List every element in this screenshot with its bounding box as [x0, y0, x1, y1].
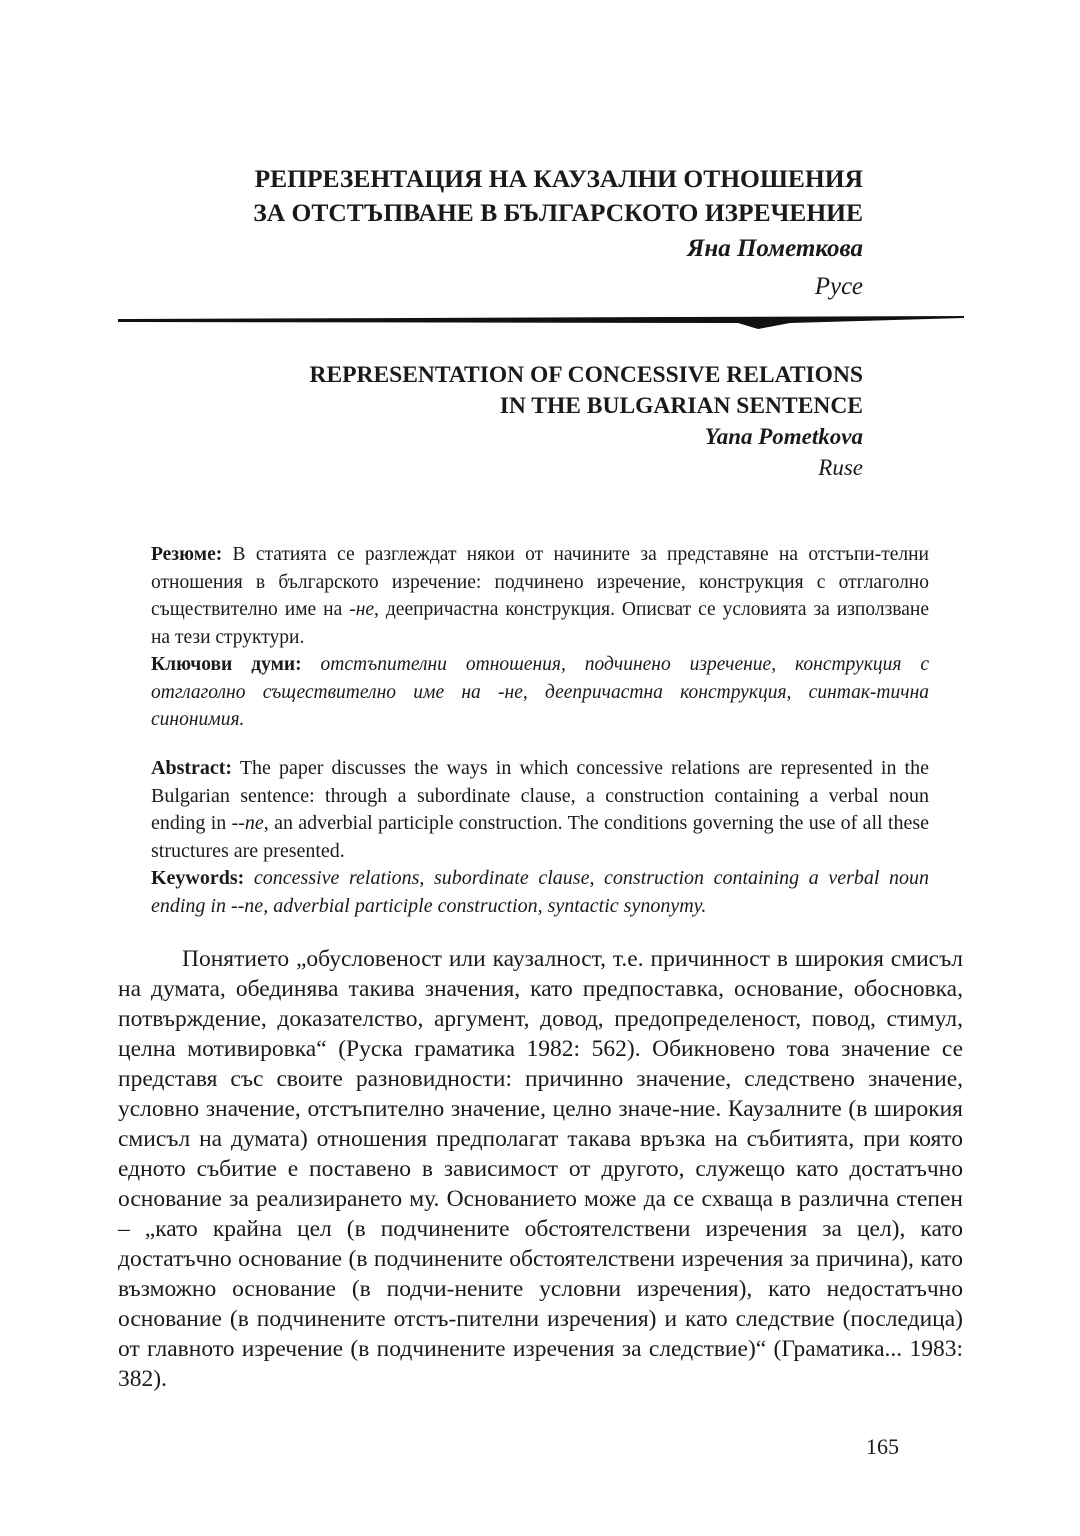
- abstract-en-text: [151, 755, 929, 865]
- abstract-en-text-part1: The paper discusses the ways in which concessive relations are represented in the Bulgarian sentence: through a subordinate clause, a construction containing a verbal noun ending in: [151, 757, 929, 834]
- keywords-en-label: Keywords:: [151, 867, 245, 889]
- title-bg-line-2: ЗА ОТСТЪПВАНЕ В БЪЛГАРСКОТО ИЗРЕЧЕНИЕ: [253, 198, 863, 227]
- title-block-bulgarian: [253, 162, 863, 306]
- abstract-en-text-part2: , an adverbial participle construction. The conditions governing the use of all these structures are presented.: [151, 812, 929, 862]
- page-number: 165: [866, 1434, 899, 1459]
- title-en-line-2: IN THE BULGARIAN SENTENCE: [499, 392, 863, 419]
- abstract-bg-italic-suffix: -не: [349, 599, 375, 620]
- abstract-bg-text: [151, 541, 929, 651]
- abstract-english: [151, 755, 929, 920]
- title-bg-line-1: РЕПРЕЗЕНТАЦИЯ НА КАУЗАЛНИ ОТНОШЕНИЯ: [254, 164, 863, 193]
- keywords-bg: [151, 651, 929, 734]
- place-bg: Русе: [814, 273, 863, 300]
- body-paragraph: Понятието „обусловеност или каузалност, т.е. причинност в широкия смисъл на думата, обединява такива значения, като предпоставка, основание, обосновка, потвърждение, доказателство, аргумент, довод, предопределеност, повод, стимул, целна мотивировка“ (Руска граматика 1982: 562). Обикновено това значение се представя със своите разновидности: причинно значение, следствено значение, условно значение, отстъпително значение, целно значе-ние. Каузалните (в широкия смисъл на думата) отношения предполагат такава връзка на събитията, при която едното събитие е поставено в зависимост от другото, служещо като достатъчно основание за реализирането му. Основанието може да се схваща в различна степен – „като крайна цел (в подчинените обстоятелствени изречения за цел), като достатъчно основание (в подчинените обстоятелствени изречения за причина), като възможно основание (в подчи-нените условни изречения), като недостатъчно основание (в подчинените отстъ-пителни изречения) и като следствие (последица) от главното изречение (в подчинените изречения за следствие)“ (Граматика... 1983: 382).: [118, 946, 963, 1392]
- abstract-en-italic-suffix: --ne: [231, 812, 264, 834]
- abstract-bg-label: Резюме:: [151, 544, 223, 565]
- title-en-line-1: REPRESENTATION OF CONCESSIVE RELATIONS: [309, 362, 863, 388]
- keywords-en-text: concessive relations, subordinate clause, construction containing a verbal noun ending in --ne, adverbial participle construction, syntactic synonymy.: [151, 867, 929, 917]
- title-divider: [118, 315, 964, 335]
- author-en: Yana Pometkova: [704, 424, 863, 449]
- abstract-en-label: Abstract:: [151, 757, 233, 779]
- keywords-en: [151, 865, 929, 920]
- author-bg: Яна Пометкова: [687, 235, 863, 262]
- keywords-bg-text: отстъпителни отношения, подчинено изречение, конструкция с отглаголно съществително име на -не, деепричастна конструкция, синтак-тична синонимия.: [151, 654, 929, 730]
- keywords-bg-label: Ключови думи:: [151, 654, 302, 675]
- place-en: Ruse: [818, 455, 863, 480]
- abstract-bg-text-part1: В статията се разглеждат някои от начините за представяне на отстъпи-телни отношения в българското изречение: подчинено изречение, конструкция с отглаголно съществително име на: [151, 544, 929, 620]
- title-block-english: [310, 360, 863, 483]
- abstract-bg-text-part2: , деепричастна конструкция. Описват се условията за използване на тези структури.: [151, 599, 929, 648]
- abstract-bulgarian: [151, 541, 929, 734]
